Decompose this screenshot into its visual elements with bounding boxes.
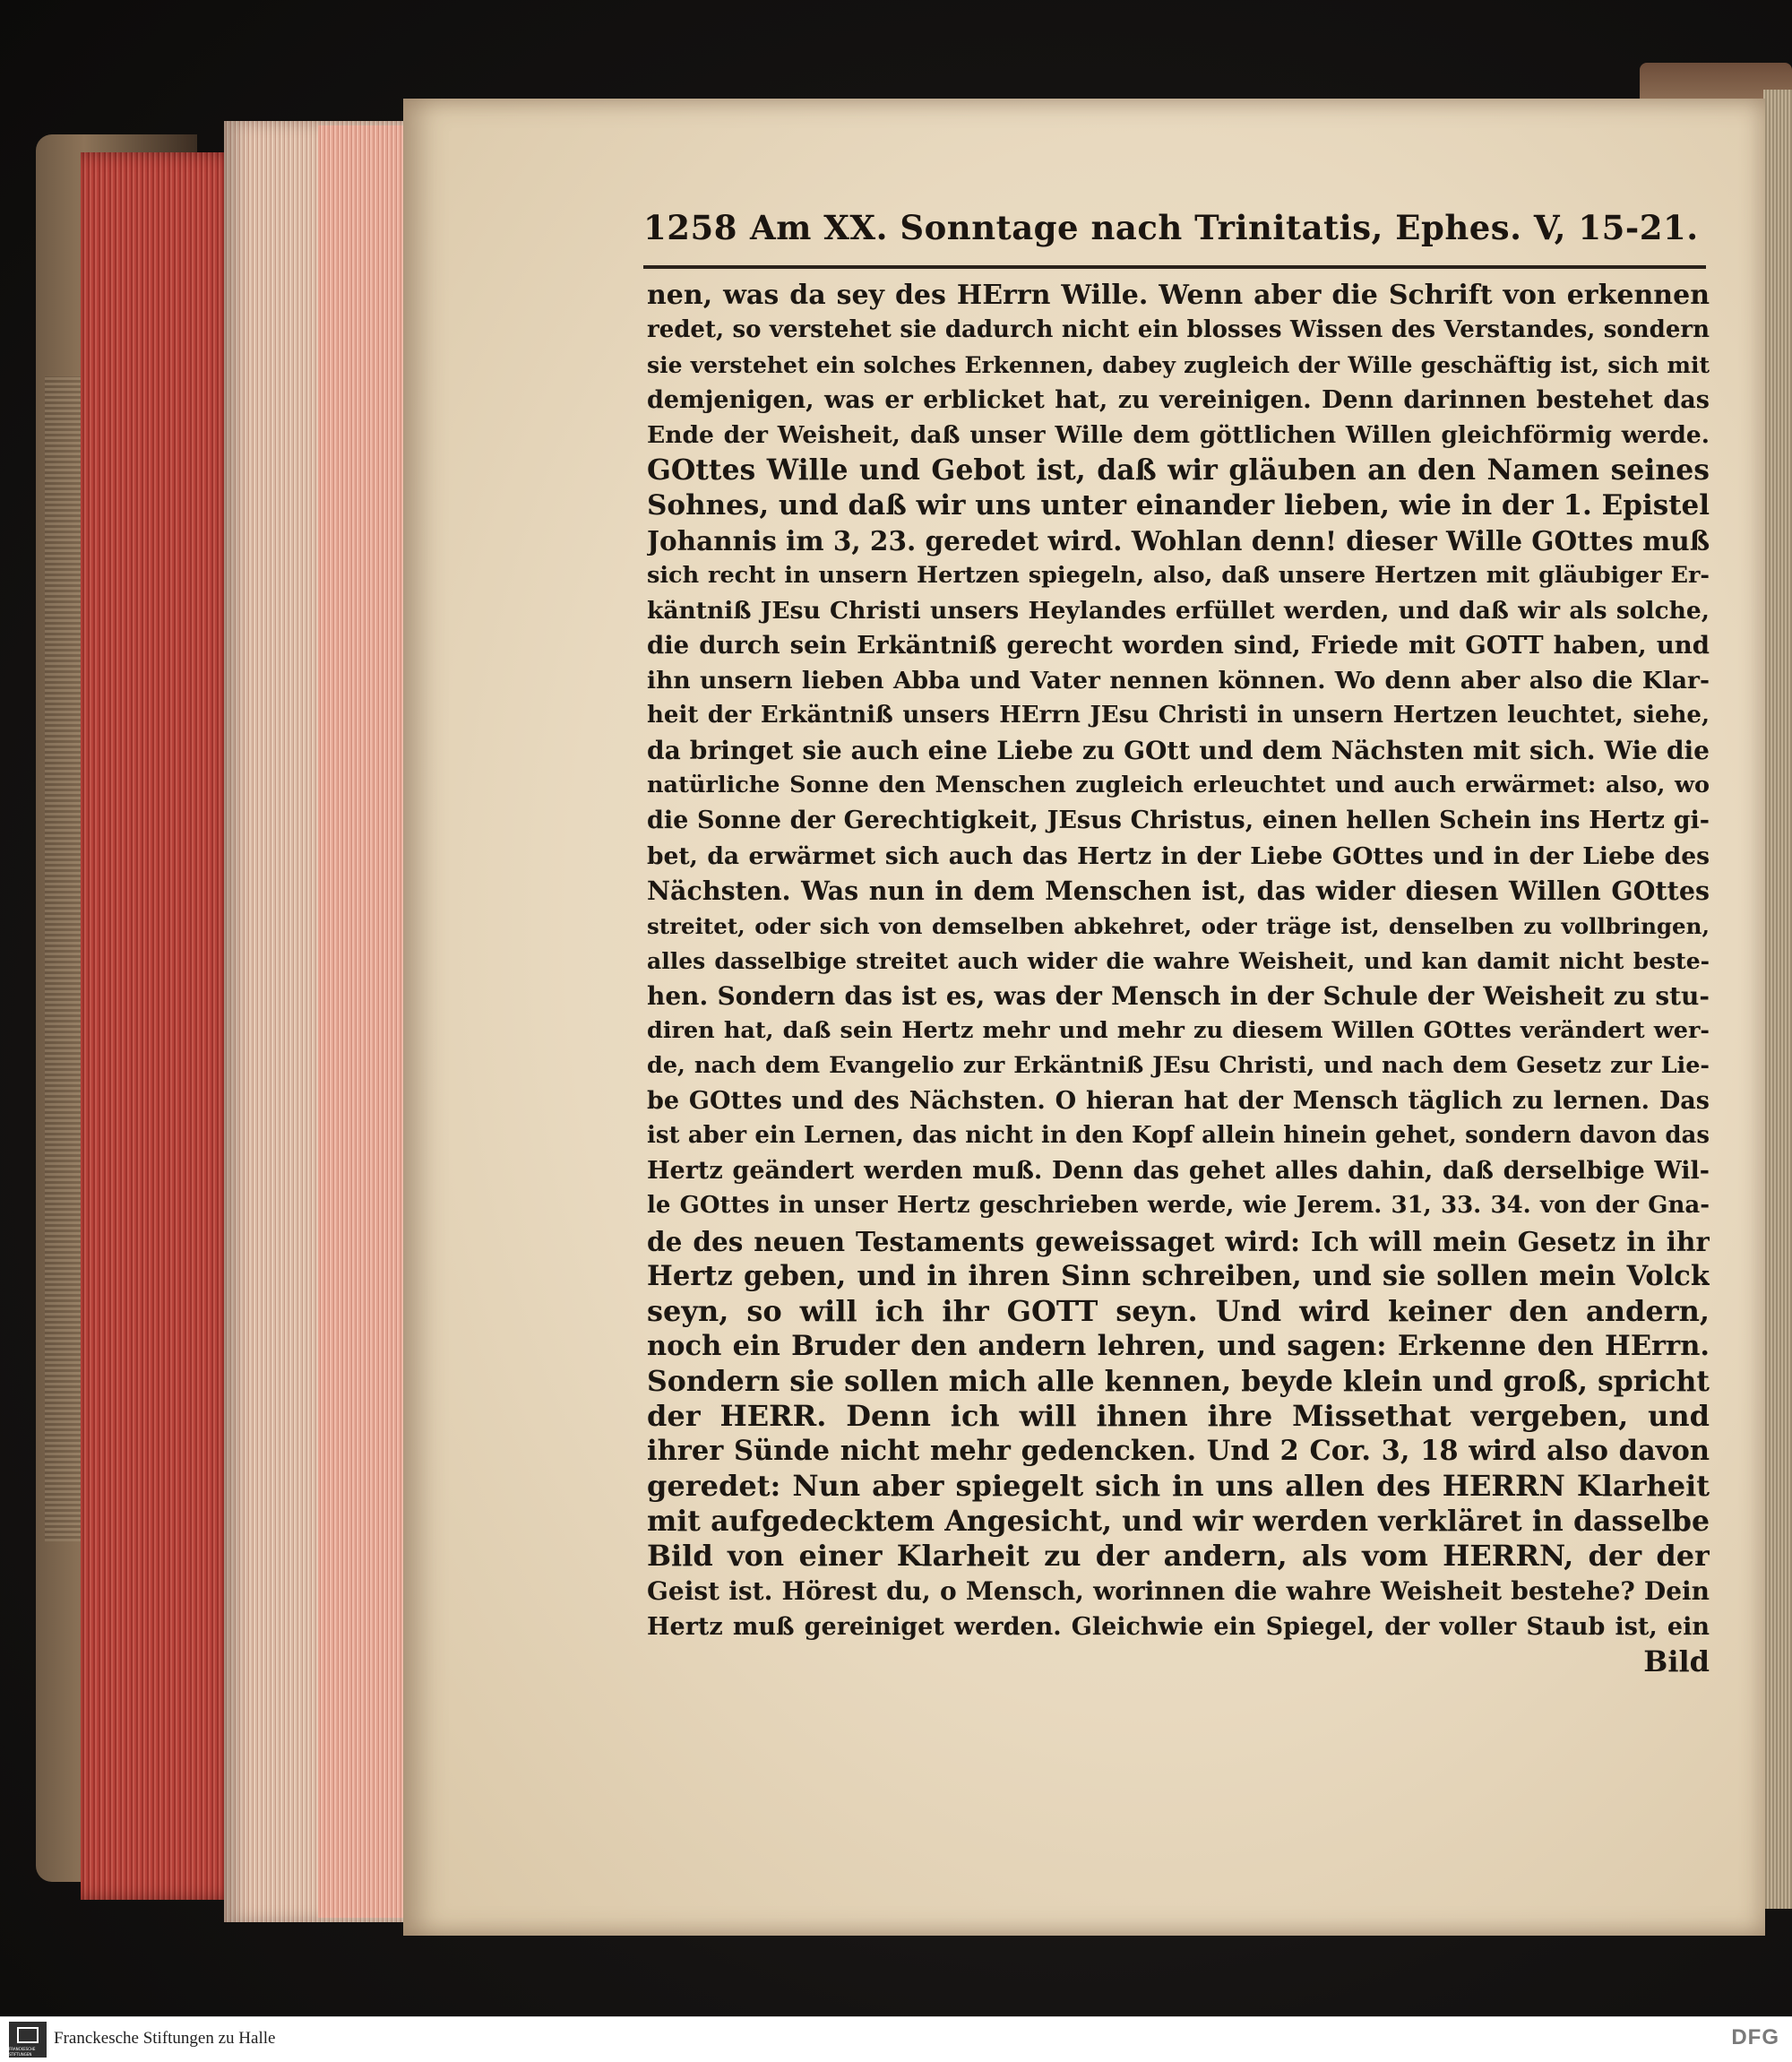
header-rule bbox=[643, 265, 1706, 269]
text-line: ihrer Sünde nicht mehr gedencken. Und 2 Cor. 3, 18 wird also davon bbox=[647, 1435, 1710, 1468]
text-line: ist aber ein Lernen, das nicht in den Kopf allein hinein gehet, sondern davon das bbox=[647, 1122, 1710, 1150]
left-page-leaves-inner bbox=[318, 125, 403, 1918]
red-page-edges bbox=[81, 152, 242, 1900]
body-text bbox=[647, 278, 1710, 1679]
institution-name: Franckesche Stiftungen zu Halle bbox=[54, 2029, 276, 2048]
text-line: demjenigen, was er erblicket hat, zu vereinigen. Denn darinnen bestehet das bbox=[647, 386, 1710, 415]
dfg-logo: DFG bbox=[1731, 2025, 1779, 2049]
text-line: be GOttes und des Nächsten. O hieran hat der Mensch täglich zu lernen. Das bbox=[647, 1087, 1710, 1116]
text-line: Ende der Weisheit, daß unser Wille dem göttlichen Willen gleichförmig werde. bbox=[647, 421, 1710, 450]
logo-building-icon bbox=[17, 2027, 39, 2043]
text-line: Bild von einer Klarheit zu der andern, als vom HERRN, der der bbox=[647, 1539, 1710, 1574]
text-line: die Sonne der Gerechtigkeit, JEsus Christus, einen hellen Schein ins Hertz gi- bbox=[647, 807, 1710, 835]
text-line: Hertz muß gereiniget werden. Gleichwie ein Spiegel, der voller Staub ist, ein bbox=[647, 1612, 1710, 1641]
text-line: geredet: Nun aber spiegelt sich in uns allen des HERRN Klarheit bbox=[647, 1469, 1710, 1504]
text-line: streitet, oder sich von demselben abkehret, oder träge ist, denselben zu vollbringen, bbox=[647, 912, 1710, 939]
text-line: seyn, so will ich ihr GOTT seyn. Und wird keiner den andern, bbox=[647, 1293, 1710, 1328]
running-head bbox=[643, 208, 1706, 271]
text-line: GOttes Wille und Gebot ist, daß wir gläuben an den Namen seines bbox=[647, 453, 1710, 487]
text-line: mit aufgedecktem Angesicht, und wir werden verkläret in dasselbe bbox=[647, 1505, 1710, 1539]
text-line: alles dasselbige streitet auch wider die wahre Weisheit, und kan damit nicht beste- bbox=[647, 947, 1710, 974]
text-line: ihn unsern lieben Abba und Vater nennen können. Wo denn aber also die Klar- bbox=[647, 667, 1710, 695]
text-line: nen, was da sey des HErrn Wille. Wenn aber die Schrift von erkennen bbox=[647, 280, 1710, 311]
text-line: hen. Sondern das ist es, was der Mensch in der Schule der Weisheit zu stu- bbox=[647, 980, 1710, 1011]
text-line: de, nach dem Evangelio zur Erkäntniß JEsu Christi, und nach dem Gesetz zur Lie- bbox=[647, 1052, 1710, 1080]
text-line: Sohnes, und daß wir uns unter einander lieben, wie in der 1. Epistel bbox=[647, 488, 1710, 522]
text-line: heit der Erkäntniß unsers HErrn JEsu Christi in unsern Hertzen leuchtet, siehe, bbox=[647, 702, 1710, 729]
text-line: der HERR. Denn ich will ihnen ihre Missethat vergeben, und bbox=[647, 1399, 1710, 1433]
text-line: de des neuen Testaments geweissaget wird: Ich will mein Gesetz in ihr bbox=[647, 1225, 1710, 1257]
viewer-footer bbox=[0, 2016, 1792, 2062]
text-line: Geist ist. Hörest du, o Mensch, worinnen die wahre Weisheit bestehe? Dein bbox=[647, 1576, 1710, 1607]
text-line: natürliche Sonne den Menschen zugleich erleuchtet und auch erwärmet: also, wo bbox=[647, 772, 1710, 799]
text-line: sie verstehet ein solches Erkennen, dabey zugleich der Wille geschäftig ist, sich mit bbox=[647, 352, 1710, 379]
text-line: Nächsten. Was nun in dem Menschen ist, das wider diesen Willen GOttes bbox=[647, 875, 1710, 906]
text-line: Sondern sie sollen mich alle kennen, beyde klein und groß, spricht bbox=[647, 1364, 1710, 1398]
text-line: noch ein Bruder den andern lehren, und sagen: Erkenne den HErrn. bbox=[647, 1329, 1710, 1362]
text-line: die durch sein Erkäntniß gerecht worden sind, Friede mit GOTT haben, und bbox=[647, 630, 1710, 660]
text-line: Hertz geändert werden muß. Denn das gehet alles dahin, daß derselbige Wil- bbox=[647, 1157, 1710, 1186]
text-line: Johannis im 3, 23. geredet wird. Wohlan denn! dieser Wille GOttes muß bbox=[647, 524, 1710, 556]
text-line: diren hat, daß sein Hertz mehr und mehr zu diesem Willen GOttes verändert wer- bbox=[647, 1016, 1710, 1044]
bleed-through bbox=[1344, 1710, 1684, 1746]
text-line: le GOttes in unser Hertz geschrieben werde, wie Jerem. 31, 33. 34. von der Gna- bbox=[647, 1192, 1710, 1220]
text-line: bet, da erwärmet sich auch das Hertz in der Liebe GOttes und in der Liebe des bbox=[647, 841, 1710, 870]
institution-logo bbox=[9, 2022, 47, 2058]
right-page-leaves bbox=[1763, 90, 1792, 1909]
text-line: käntniß JEsu Christi unsers Heylandes erfüllet werden, und daß wir als solche, bbox=[647, 596, 1710, 625]
catchword: Bild bbox=[1643, 1644, 1710, 1678]
text-line: sich recht in unsern Hertzen spiegeln, also, daß unsere Hertzen mit gläubiger Er- bbox=[647, 561, 1710, 589]
running-head-title: Am XX. Sonntage nach Trinitatis, Ephes. V, 15-21. bbox=[749, 208, 1699, 247]
logo-caption: FRANCKESCHE STIFTUNGEN bbox=[9, 2047, 36, 2057]
text-line: da bringet sie auch eine Liebe zu GOtt und dem Nächsten mit sich. Wie die bbox=[647, 736, 1710, 766]
page-number: 1258 bbox=[643, 208, 737, 247]
text-line: Hertz geben, und in ihren Sinn schreiben, und sie sollen mein Volck bbox=[647, 1259, 1710, 1292]
text-line: redet, so verstehet sie dadurch nicht ein blosses Wissen des Verstandes, sondern bbox=[647, 316, 1710, 344]
